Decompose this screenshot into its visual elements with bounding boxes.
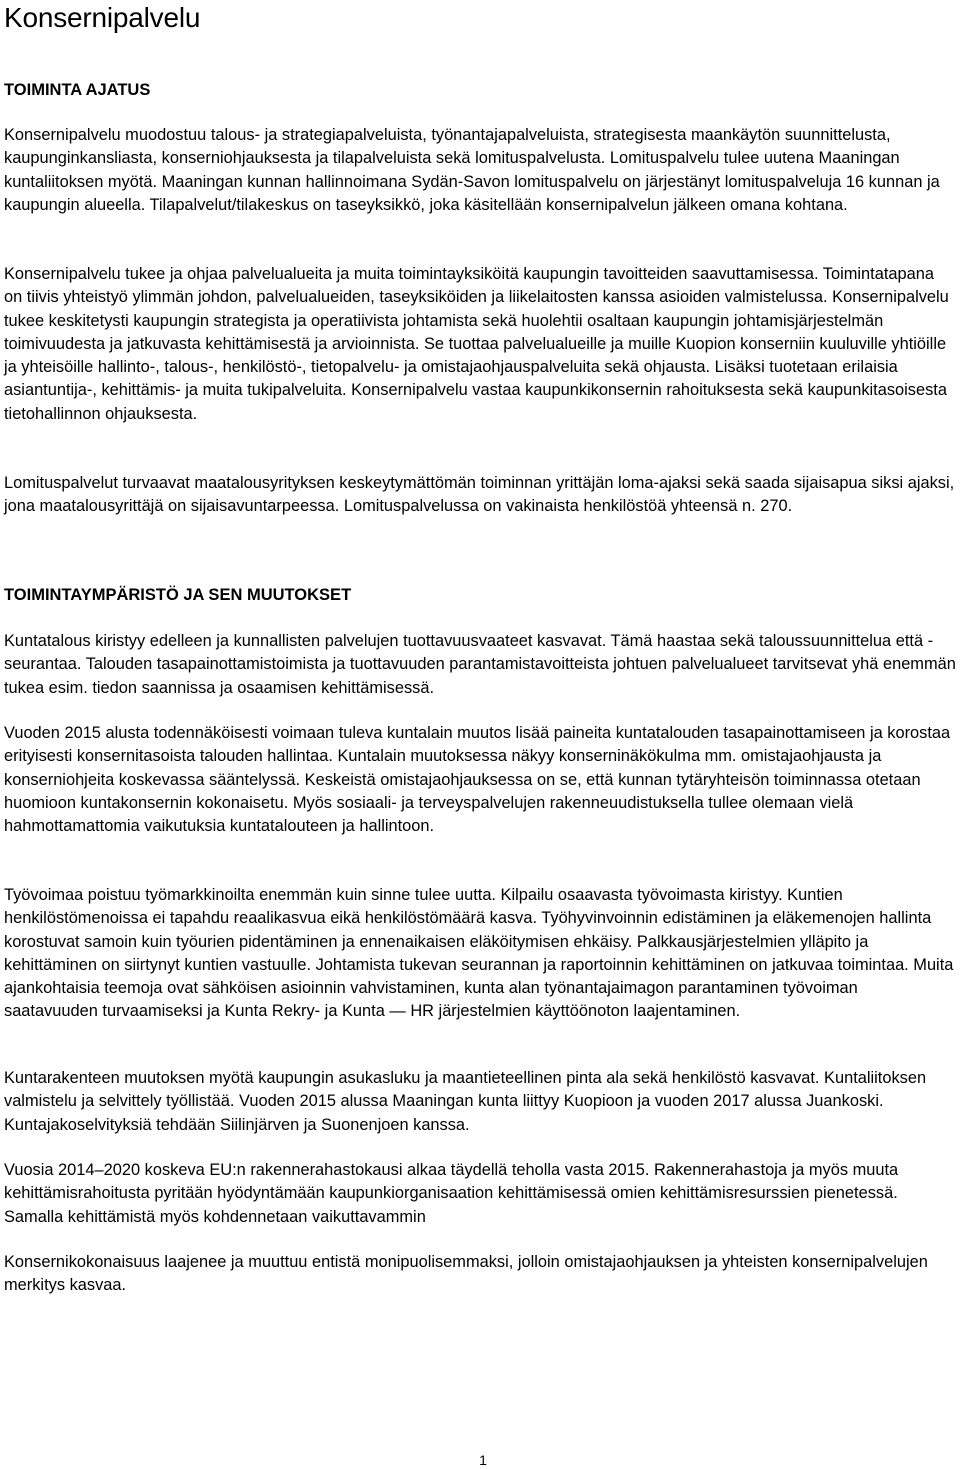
paragraph: Kuntarakenteen muutoksen myötä kaupungin asukasluku ja maantieteellinen pinta ala sekä henkilöstö kasvavat. Kuntaliitoksen valmistelu ja selvittely työllistää. Vuoden 2015 alussa Maaningan kunta liittyy Kuopioon ja vuoden 2017 alussa Juankoski. Kuntajakoselvityksiä tehdään Siilinjärven ja Suonenjoen kanssa. (4, 1069, 927, 1134)
paragraph: Lomituspalvelut turvaavat maatalousyrityksen keskeytymättömän toiminnan yrittäjän loma-ajaksi sekä saada sijaisapua siksi ajaksi, jona maatalousyrittäjä on sijaisavuntarpeessa. Lomituspalvelussa on vakinaista henkilöstöä yhteensä n. 270. (4, 474, 955, 516)
paragraph: Konsernipalvelu muodostuu talous- ja strategiapalveluista, työnantajapalveluista, strategisesta maankäytön suunnittelusta, kaupunginkansliasta, konserniohjauksesta ja tilapalveluista sekä lomituspalvelusta. Lomituspalvelu tulee uutena Maaningan kuntaliitoksen myötä. Maaningan kunnan hallinnoimana Sydän-Savon lomituspalvelu on järjestänyt lomituspalveluja 16 kunnan ja kaupungin alueella. Tilapalvelut/tilakeskus on taseyksikkö, joka käsitellään konsernipalvelun jälkeen omana kohtana. (4, 126, 940, 214)
section-heading-toiminta-ajatus: TOIMINTA AJATUS (4, 81, 151, 99)
document-title: Konsernipalvelu (4, 2, 201, 33)
paragraph: Vuoden 2015 alusta todennäköisesti voimaan tuleva kuntalain muutos lisää paineita kuntatalouden tasapainottamiseen ja korostaa erityisesti konsernitasoista talouden hallintaa. Kuntalain muutoksessa näkyy konserninäkökulma mm. omistajaohjausta ja konserniohjeita koskevassa sääntelyssä. Keskeistä omistajaohjauksessa on se, että kunnan tytäryhteisön toiminnassa otetaan huomioon kuntakonsernin kokonaisetu. Myös sosiaali- ja terveyspalvelujen rakenneuudistuksella tullee olemaan vielä hahmottamattomia vaikutuksia kuntatalouteen ja hallintoon. (4, 724, 951, 836)
paragraph: Työvoimaa poistuu työmarkkinoilta enemmän kuin sinne tulee uutta. Kilpailu osaavasta työvoimasta kiristyy. Kuntien henkilöstömenoissa ei tapahdu reaalikasvua eikä henkilöstömäärä kasva. Työhyvinvoinnin edistäminen ja eläkemenojen hallinta korostuvat samoin kuin työurien pidentäminen ja ennenaikaisen eläköitymisen ehkäisy. Palkkausjärjestelmien ylläpito ja kehittäminen on siirtynyt kuntien vastuulle. Johtamista tukevan seurannan ja raportoinnin kehittäminen on jatkuvaa toimintaa. Muita ajankohtaisia teemoja ovat sähköisen asioinnin vahvistaminen, kunta alan työnantajaimagon parantaminen työvoiman saatavuuden turvaamiseksi ja Kunta Rekry- ja Kunta — HR järjestelmien käyttöönoton laajentaminen. (4, 886, 954, 1021)
paragraph: Konsernikokonaisuus laajenee ja muuttuu entistä monipuolisemmaksi, jolloin omistajaohjauksen ja yhteisten konsernipalvelujen merkitys kasvaa. (4, 1253, 928, 1295)
paragraph: Vuosia 2014–2020 koskeva EU:n rakennerahastokausi alkaa täydellä teholla vasta 2015. Rakennerahastoja ja myös muuta kehittämisrahoitusta pyritään hyödyntämään kaupunkiorganisaation kehittämisessä omien kehittämisresurssien pienetessä. Samalla kehittämistä myös kohdennetaan vaikuttavammin (4, 1161, 899, 1226)
paragraph: Kuntatalous kiristyy edelleen ja kunnallisten palvelujen tuottavuusvaateet kasvavat. Tämä haastaa sekä taloussuunnittelua että -seurantaa. Talouden tasapainottamistoimista ja tuottavuuden parantamistavoitteista johtuen palvelualueet tarvitsevat yhä enemmän tukea esim. tiedon saannissa ja osaamisen kehittämisessä. (4, 632, 956, 697)
section-heading-toimintaymparisto: TOIMINTAYMPÄRISTÖ JA SEN MUUTOKSET (4, 586, 352, 604)
paragraph: Konsernipalvelu tukee ja ohjaa palvelualueita ja muita toimintayksiköitä kaupungin tavoitteiden saavuttamisessa. Toimintatapana on tiivis yhteistyö ylimmän johdon, palvelualueiden, taseyksiköiden ja liikelaitosten kanssa asioiden valmistelussa. Konsernipalvelu tukee keskitetysti kaupungin strategista ja operatiivista johtamista sekä huolehtii osaltaan kaupungin johtamisjärjestelmän toimivuudesta ja jatkuvasta kehittämisestä ja arvioinnista. Se tuottaa palvelualueille ja muille Kuopion konserniin kuuluville yhtiöille ja yhteisöille hallinto-, talous-, henkilöstö-, tietopalvelu- ja omistajaohjauspalveluita sekä ohjausta. Lisäksi tuotetaan erilaisia asiantuntija-, kehittämis- ja muita tukipalveluita. Konsernipalvelu vastaa kaupunkikonsernin rahoituksesta sekä kaupunkitasoisesta tietohallinnon ohjauksesta. (4, 265, 949, 423)
page-number: 1 (479, 1452, 487, 1468)
